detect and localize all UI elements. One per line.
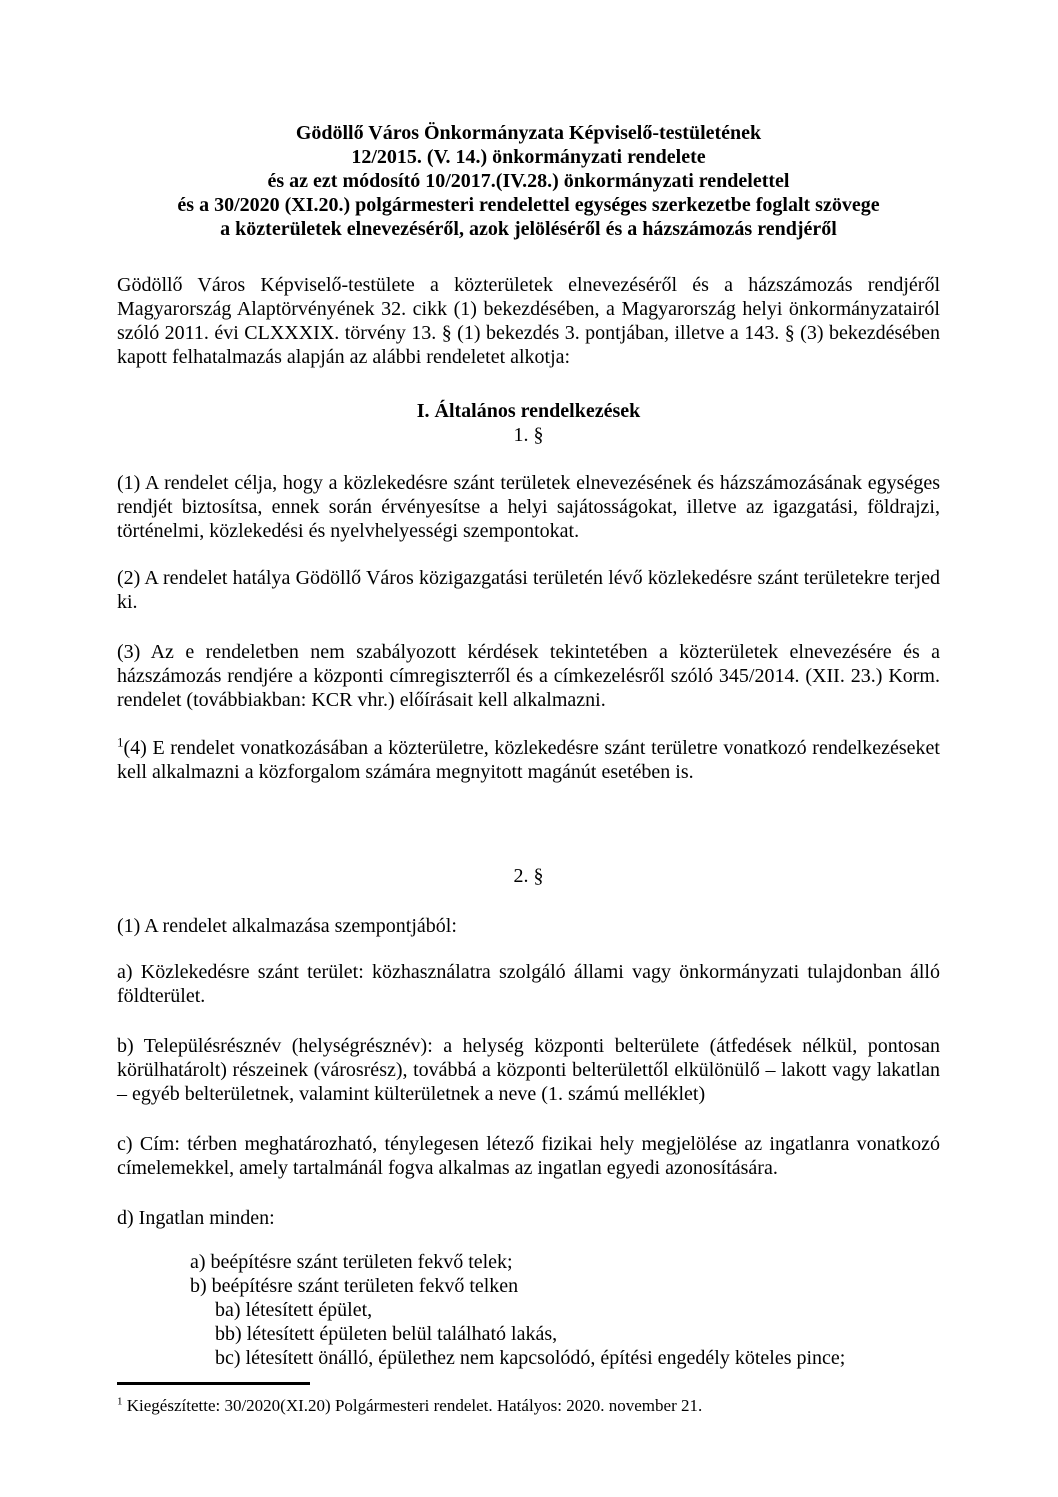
title-line: 12/2015. (V. 14.) önkormányzati rendelete [351,146,706,168]
title-line: a közterületek elnevezéséről, azok jelöléséről és a házszámozás rendjéről [220,218,837,240]
section2-paragraph-1: (1) A rendelet alkalmazása szempontjából: [117,915,457,937]
section1-paragraph-4 [117,736,940,784]
footnote-number: 1 [117,1395,123,1408]
section1-mark: 1. § [513,424,544,446]
preamble-paragraph: Gödöllő Város Képviselő-testülete a közterületek elnevezéséről és a házszámozás rendjéről Magyarország Alaptörvényének 32. cikk (1) bekezdésében, a Magyarország helyi önkormányzatairól szóló 2011. évi CLXXXIX. törvény 13. § (1) bekezdés 3. pontjában, illetve a 143. § (3) bekezdésében kapott felhatalmazás alapján az alábbi rendeletet alkotja: [117,274,940,368]
footnote-separator [117,1382,310,1385]
section1-paragraph-4-text: (4) E rendelet vonatkozásában a közterületre, közlekedésre szánt területre vonatkozó rendelkezéseket kell alkalmazni a közforgalom számára megnyitott magánút esetében is. [117,737,940,783]
item-d-sub-ba: ba) létesített épület, [215,1299,373,1321]
item-d-sub-b: b) beépítésre szánt területen fekvő telken [190,1275,519,1297]
item-d-sub-bc: bc) létesített önálló, épülethez nem kapcsolódó, építési engedély köteles pince; [215,1347,846,1369]
footnote [117,1395,940,1416]
section1-paragraph-3: (3) Az e rendeletben nem szabályozott kérdések tekintetében a közterületek elnevezésére és a házszámozás rendjére a központi címregiszterről és a címkezelésről szóló 345/2014. (XII. 23.) Korm. rendelet (továbbiakban: KCR vhr.) előírásait kell alkalmazni. [117,641,940,711]
item-d-sub-bb: bb) létesített épületen belül található lakás, [215,1323,558,1345]
footnote-reference-mark: 1 [117,734,124,750]
title-line: Gödöllő Város Önkormányzata Képviselő-testületének [295,122,762,144]
item-d-sub-a: a) beépítésre szánt területen fekvő telek; [190,1251,513,1273]
section1-paragraph-1: (1) A rendelet célja, hogy a közlekedésre szánt területek elnevezésének és házszámozásának egységes rendjét biztosítsa, ennek során érvényesítse a helyi sajátosságokat, illetve az igazgatási, földrajzi, történelmi, közlekedési és nyelvhelyességi szempontokat. [117,472,940,542]
footnote-text: Kiegészítette: 30/2020(XI.20) Polgármesteri rendelet. Hatályos: 2020. november 21. [126,1396,703,1415]
title-line: és a 30/2020 (XI.20.) polgármesteri rendelettel egységes szerkezetbe foglalt szövege [177,194,880,216]
section2-item-b: b) Településrésznév (helységrésznév): a helység központi belterülete (átfedések nélkül, pontosan körülhatárolt) részeinek (városrész), továbbá a központi belterülettől elkülönülő – lakott vagy lakatlan – egyéb belterületnek, valamint külterületnek a neve (1. számú melléklet) [117,1035,940,1105]
document-title [117,121,940,241]
section2-item-c: c) Cím: térben meghatározható, ténylegesen létező fizikai hely megjelölése az ingatlanra vonatkozó címelemekkel, amely tartalmánál fogva alkalmas az ingatlan egyedi azonosítására. [117,1133,940,1179]
section2-item-d: d) Ingatlan minden: [117,1207,275,1229]
title-line: és az ezt módosító 10/2017.(IV.28.) önkormányzati rendelettel [267,170,790,192]
section2-mark: 2. § [513,865,544,887]
section2-item-a: a) Közlekedésre szánt terület: közhasználatra szolgáló állami vagy önkormányzati tulajdonban álló földterület. [117,961,940,1007]
section1-paragraph-2: (2) A rendelet hatálya Gödöllő Város közigazgatási területén lévő közlekedésre szánt területekre terjed ki. [117,567,940,613]
section1-heading: I. Általános rendelkezések [416,400,641,422]
